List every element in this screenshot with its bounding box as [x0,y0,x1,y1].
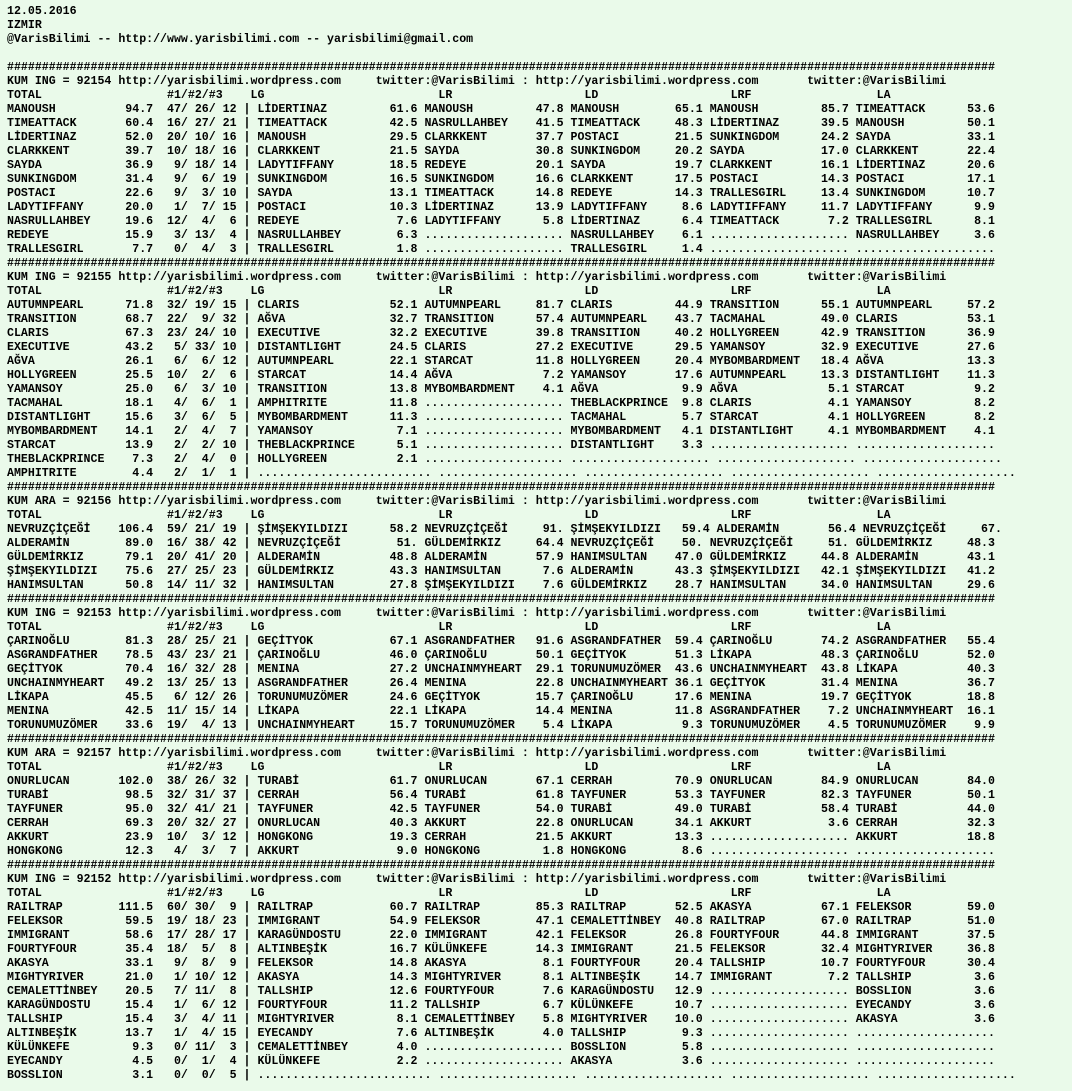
column-header: TOTAL #1/#2/#3 LG LR LD LRF LA [7,621,891,634]
horse-row: ASGRANDFATHER 78.5 43/ 23/ 21 | ÇARINOĞLU 46.0 ÇARINOĞLU 50.1 GEÇİTYOK 51.3 LİKAPA 48.3 ÇARINOĞLU 52.0 [7,649,995,662]
horse-row: AUTUMNPEARL 71.8 32/ 19/ 15 | CLARIS 52.1 AUTUMNPEARL 81.7 CLARIS 44.9 TRANSITION 55.1 AUTUMNPEARL 57.2 [7,299,995,312]
horse-row: AĞVA 26.1 6/ 6/ 12 | AUTUMNPEARL 22.1 STARCAT 11.8 HOLLYGREEN 20.4 MYBOMBARDMENT 18.4 AĞVA 13.3 [7,355,995,368]
horse-row: EXECUTIVE 43.2 5/ 33/ 10 | DISTANTLIGHT 24.5 CLARIS 27.2 EXECUTIVE 29.5 YAMANSOY 32.9 EXECUTIVE 27.6 [7,341,995,354]
horse-row: MIGHTYRIVER 21.0 1/ 10/ 12 | AKASYA 14.3 MIGHTYRIVER 8.1 ALTINBEŞİK 14.7 IMMIGRANT 7.2 TALLSHIP 3.6 [7,971,995,984]
race-block [7,733,1072,859]
horse-row: ÇARINOĞLU 81.3 28/ 25/ 21 | GEÇİTYOK 67.1 ASGRANDFATHER 91.6 ASGRANDFATHER 59.4 ÇARINOĞLU 74.2 ASGRANDFATHER 55.4 [7,635,995,648]
horse-row: HANIMSULTAN 50.8 14/ 11/ 32 | HANIMSULTAN 27.8 ŞİMŞEKYILDIZI 7.6 GÜLDEMİRKIZ 28.7 HANIMSULTAN 34.0 HANIMSULTAN 29.6 [7,579,995,592]
horse-row: RAILTRAP 111.5 60/ 30/ 9 | RAILTRAP 60.7 RAILTRAP 85.3 RAILTRAP 52.5 AKASYA 67.1 FELEKSOR 59.0 [7,901,995,914]
horse-row: POSTACI 22.6 9/ 3/ 10 | SAYDA 13.1 TIMEATTACK 14.8 REDEYE 14.3 TRALLESGIRL 13.4 SUNKINGDOM 10.7 [7,187,995,200]
horse-row: KÜLÜNKEFE 9.3 0/ 11/ 3 | CEMALETTİNBEY 4.0 .................... BOSSLION 5.8 .................... .................... [7,1041,995,1054]
column-header: TOTAL #1/#2/#3 LG LR LD LRF LA [7,285,891,298]
separator-line: ############################################################################################################################################## [7,733,995,746]
race-block [7,481,1072,593]
horse-row: LİKAPA 45.5 6/ 12/ 26 | TORUNUMUZÖMER 24.6 GEÇİTYOK 15.7 ÇARINOĞLU 17.6 MENINA 19.7 GEÇİTYOK 18.8 [7,691,995,704]
race-block [7,257,1072,481]
horse-row: LADYTIFFANY 20.0 1/ 7/ 15 | POSTACI 10.3 LİDERTINAZ 13.9 LADYTIFFANY 8.6 LADYTIFFANY 11.7 LADYTIFFANY 9.9 [7,201,995,214]
horse-row: TALLSHIP 15.4 3/ 4/ 11 | MIGHTYRIVER 8.1 CEMALETTİNBEY 5.8 MIGHTYRIVER 10.0 .................... AKASYA 3.6 [7,1013,995,1026]
horse-row: FELEKSOR 59.5 19/ 18/ 23 | IMMIGRANT 54.9 FELEKSOR 47.1 CEMALETTİNBEY 40.8 RAILTRAP 67.0 RAILTRAP 51.0 [7,915,995,928]
horse-row: REDEYE 15.9 3/ 13/ 4 | NASRULLAHBEY 6.3 .................... NASRULLAHBEY 6.1 .................... NASRULLAHBEY 3.6 [7,229,995,242]
horse-row: AKKURT 23.9 10/ 3/ 12 | HONGKONG 19.3 CERRAH 21.5 AKKURT 13.3 .................... AKKURT 18.8 [7,831,995,844]
horse-row: GÜLDEMİRKIZ 79.1 20/ 41/ 20 | ALDERAMİN 48.8 ALDERAMİN 57.9 HANIMSULTAN 47.0 GÜLDEMİRKIZ 44.8 ALDERAMİN 43.1 [7,551,995,564]
horse-row: AMPHITRITE 4.4 2/ 1/ 1 | ......................... .................... .................... .................... .................... [7,467,1016,480]
horse-row: SAYDA 36.9 9/ 18/ 14 | LADYTIFFANY 18.5 REDEYE 20.1 SAYDA 19.7 CLARKKENT 16.1 LİDERTINAZ 20.6 [7,159,995,172]
separator-line: ############################################################################################################################################## [7,257,995,270]
report-city: IZMIR [7,19,42,32]
horse-row: ALTINBEŞİK 13.7 1/ 4/ 15 | EYECANDY 7.6 ALTINBEŞİK 4.0 TALLSHIP 9.3 .................... .................... [7,1027,995,1040]
column-header: TOTAL #1/#2/#3 LG LR LD LRF LA [7,887,891,900]
horse-row: HONGKONG 12.3 4/ 3/ 7 | AKKURT 9.0 HONGKONG 1.8 HONGKONG 8.6 .................... .................... [7,845,995,858]
horse-row: TRANSITION 68.7 22/ 9/ 32 | AĞVA 32.7 TRANSITION 57.4 AUTUMNPEARL 43.7 TACMAHAL 49.0 CLARIS 53.1 [7,313,995,326]
horse-row: MYBOMBARDMENT 14.1 2/ 4/ 7 | YAMANSOY 7.1 .................... MYBOMBARDMENT 4.1 DISTANTLIGHT 4.1 MYBOMBARDMENT 4.1 [7,425,995,438]
horse-row: CERRAH 69.3 20/ 32/ 27 | ONURLUCAN 40.3 AKKURT 22.8 ONURLUCAN 34.1 AKKURT 3.6 CERRAH 32.3 [7,817,995,830]
horse-row: TURABİ 98.5 32/ 31/ 37 | CERRAH 56.4 TURABİ 61.8 TAYFUNER 53.3 TAYFUNER 82.3 TAYFUNER 50.1 [7,789,995,802]
horse-row: YAMANSOY 25.0 6/ 3/ 10 | TRANSITION 13.8 MYBOMBARDMENT 4.1 AĞVA 9.9 AĞVA 5.1 STARCAT 9.2 [7,383,995,396]
separator-line: ############################################################################################################################################## [7,593,995,606]
horse-row: CLARKKENT 39.7 10/ 18/ 16 | CLARKKENT 21.5 SAYDA 30.8 SUNKINGDOM 20.2 SAYDA 17.0 CLARKKENT 22.4 [7,145,995,158]
horse-row: TACMAHAL 18.1 4/ 6/ 1 | AMPHITRITE 11.8 .................... THEBLACKPRINCE 9.8 CLARIS 4.1 YAMANSOY 8.2 [7,397,995,410]
race-blocks [7,61,1072,1083]
separator-line: ############################################################################################################################################## [7,859,995,872]
horse-row: NASRULLAHBEY 19.6 12/ 4/ 6 | REDEYE 7.6 LADYTIFFANY 5.8 LİDERTINAZ 6.4 TIMEATTACK 7.2 TRALLESGIRL 8.1 [7,215,995,228]
race-block [7,593,1072,733]
separator-line: ############################################################################################################################################## [7,481,995,494]
blank-line [7,47,1072,61]
horse-row: ONURLUCAN 102.0 38/ 26/ 32 | TURABİ 61.7 ONURLUCAN 67.1 CERRAH 70.9 ONURLUCAN 84.9 ONURLUCAN 84.0 [7,775,995,788]
horse-row: ALDERAMİN 89.0 16/ 38/ 42 | NEVRUZÇİÇEĞİ 51. GÜLDEMİRKIZ 64.4 NEVRUZÇİÇEĞİ 50. NEVRUZÇİÇEĞİ 51. GÜLDEMİRKIZ 48.3 [7,537,995,550]
horse-row: MENINA 42.5 11/ 15/ 14 | LİKAPA 22.1 LİKAPA 14.4 MENINA 11.8 ASGRANDFATHER 7.2 UNCHAINMYHEART 16.1 [7,705,995,718]
horse-row: CEMALETTİNBEY 20.5 7/ 11/ 8 | TALLSHIP 12.6 FOURTYFOUR 7.6 KARAGÜNDOSTU 12.9 .................... BOSSLION 3.6 [7,985,995,998]
column-header: TOTAL #1/#2/#3 LG LR LD LRF LA [7,509,891,522]
horse-row: BOSSLION 3.1 0/ 0/ 5 | ......................... .................... .................... .................... .................... [7,1069,1016,1082]
horse-row: MANOUSH 94.7 47/ 26/ 12 | LİDERTINAZ 61.6 MANOUSH 47.8 MANOUSH 65.1 MANOUSH 85.7 TIMEATTACK 53.6 [7,103,995,116]
race-title: KUM ING = 92152 http://yarisbilimi.wordpress.com twitter:@VarisBilimi : http://yarisbilimi.wordpress.com twitter:@VarisBilimi [7,873,947,886]
horse-row: SUNKINGDOM 31.4 9/ 6/ 19 | SUNKINGDOM 16.5 SUNKINGDOM 16.6 CLARKKENT 17.5 POSTACI 14.3 POSTACI 17.1 [7,173,995,186]
horse-row: LİDERTINAZ 52.0 20/ 10/ 16 | MANOUSH 29.5 CLARKKENT 37.7 POSTACI 21.5 SUNKINGDOM 24.2 SAYDA 33.1 [7,131,995,144]
race-title: KUM ING = 92154 http://yarisbilimi.wordpress.com twitter:@VarisBilimi : http://yarisbilimi.wordpress.com twitter:@VarisBilimi [7,75,947,88]
horse-row: TAYFUNER 95.0 32/ 41/ 21 | TAYFUNER 42.5 TAYFUNER 54.0 TURABİ 49.0 TURABİ 58.4 TURABİ 44.0 [7,803,995,816]
horse-row: THEBLACKPRINCE 7.3 2/ 4/ 0 | HOLLYGREEN 2.1 .................... .................... .................... .................... [7,453,1002,466]
horse-row: TORUNUMUZÖMER 33.6 19/ 4/ 13 | UNCHAINMYHEART 15.7 TORUNUMUZÖMER 5.4 LİKAPA 9.3 TORUNUMUZÖMER 4.5 TORUNUMUZÖMER 9.9 [7,719,995,732]
horse-row: CLARIS 67.3 23/ 24/ 10 | EXECUTIVE 32.2 EXECUTIVE 39.8 TRANSITION 40.2 HOLLYGREEN 42.9 TRANSITION 36.9 [7,327,995,340]
column-header: TOTAL #1/#2/#3 LG LR LD LRF LA [7,761,891,774]
separator-line: ############################################################################################################################################## [7,61,995,74]
race-title: KUM ING = 92155 http://yarisbilimi.wordpress.com twitter:@VarisBilimi : http://yarisbilimi.wordpress.com twitter:@VarisBilimi [7,271,947,284]
horse-row: NEVRUZÇİÇEĞİ 106.4 59/ 21/ 19 | ŞİMŞEKYILDIZI 58.2 NEVRUZÇİÇEĞİ 91. ŞİMŞEKYILDIZI 59.4 ALDERAMİN 56.4 NEVRUZÇİÇEĞİ 67. [7,523,1002,536]
horse-row: ŞİMŞEKYILDIZI 75.6 27/ 25/ 23 | GÜLDEMİRKIZ 43.3 HANIMSULTAN 7.6 ALDERAMİN 43.3 ŞİMŞEKYILDIZI 42.1 ŞİMŞEKYILDIZI 41.2 [7,565,995,578]
horse-row: KARAGÜNDOSTU 15.4 1/ 6/ 12 | FOURTYFOUR 11.2 TALLSHIP 6.7 KÜLÜNKEFE 10.7 .................... EYECANDY 3.6 [7,999,995,1012]
horse-row: GEÇİTYOK 70.4 16/ 32/ 28 | MENINA 27.2 UNCHAINMYHEART 29.1 TORUNUMUZÖMER 43.6 UNCHAINMYHEART 43.8 LİKAPA 40.3 [7,663,995,676]
horse-row: FOURTYFOUR 35.4 18/ 5/ 8 | ALTINBEŞİK 16.7 KÜLÜNKEFE 14.3 IMMIGRANT 21.5 FELEKSOR 32.4 MIGHTYRIVER 36.8 [7,943,995,956]
race-title: KUM ARA = 92156 http://yarisbilimi.wordpress.com twitter:@VarisBilimi : http://yarisbilimi.wordpress.com twitter:@VarisBilimi [7,495,947,508]
horse-row: EYECANDY 4.5 0/ 1/ 4 | KÜLÜNKEFE 2.2 .................... AKASYA 3.6 .................... .................... [7,1055,995,1068]
horse-row: IMMIGRANT 58.6 17/ 28/ 17 | KARAGÜNDOSTU 22.0 IMMIGRANT 42.1 FELEKSOR 26.8 FOURTYFOUR 44.8 IMMIGRANT 37.5 [7,929,995,942]
horse-row: STARCAT 13.9 2/ 2/ 10 | THEBLACKPRINCE 5.1 .................... DISTANTLIGHT 3.3 .................... .................... [7,439,995,452]
horse-row: DISTANTLIGHT 15.6 3/ 6/ 5 | MYBOMBARDMENT 11.3 .................... TACMAHAL 5.7 STARCAT 4.1 HOLLYGREEN 8.2 [7,411,995,424]
race-title: KUM ARA = 92157 http://yarisbilimi.wordpress.com twitter:@VarisBilimi : http://yarisbilimi.wordpress.com twitter:@VarisBilimi [7,747,947,760]
horse-row: HOLLYGREEN 25.5 10/ 2/ 6 | STARCAT 14.4 AĞVA 7.2 YAMANSOY 17.6 AUTUMNPEARL 13.3 DISTANTLIGHT 11.3 [7,369,995,382]
column-header: TOTAL #1/#2/#3 LG LR LD LRF LA [7,89,891,102]
horse-row: TRALLESGIRL 7.7 0/ 4/ 3 | TRALLESGIRL 1.8 .................... TRALLESGIRL 1.4 .................... .................... [7,243,995,256]
race-block [7,859,1072,1083]
horse-row: TIMEATTACK 60.4 16/ 27/ 21 | TIMEATTACK 42.5 NASRULLAHBEY 41.5 TIMEATTACK 48.3 LİDERTINAZ 39.5 MANOUSH 50.1 [7,117,995,130]
horse-row: UNCHAINMYHEART 49.2 13/ 25/ 13 | ASGRANDFATHER 26.4 MENINA 22.8 UNCHAINMYHEART 36.1 GEÇİTYOK 31.4 MENINA 36.7 [7,677,995,690]
horse-row: AKASYA 33.1 9/ 8/ 9 | FELEKSOR 14.8 AKASYA 8.1 FOURTYFOUR 20.4 TALLSHIP 10.7 FOURTYFOUR 30.4 [7,957,995,970]
race-title: KUM ING = 92153 http://yarisbilimi.wordpress.com twitter:@VarisBilimi : http://yarisbilimi.wordpress.com twitter:@VarisBilimi [7,607,947,620]
contact-line: @VarisBilimi -- http://www.yarisbilimi.com -- yarisbilimi@gmail.com [7,33,474,46]
report-date: 12.05.2016 [7,5,77,18]
race-block [7,61,1072,257]
